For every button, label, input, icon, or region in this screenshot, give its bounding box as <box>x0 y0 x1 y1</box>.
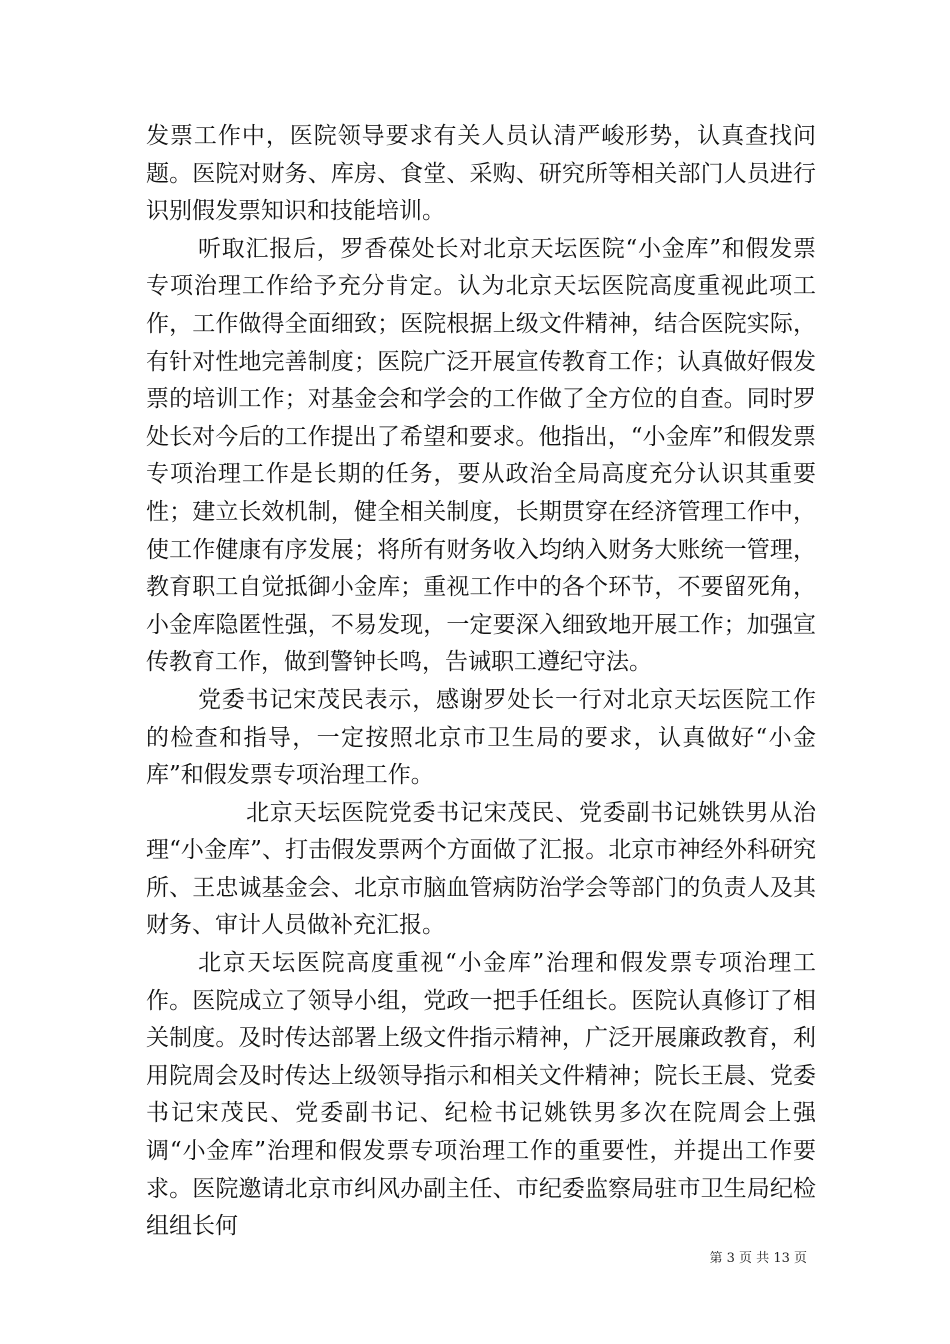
paragraph-2: 听取汇报后，罗香葆处长对北京天坛医院“小金库”和假发票专项治理工作给予充分肯定。认为北京天坛医院高度重视此项工作，工作做得全面细致；医院根据上级文件精神，结合医院实际，有针对性地完善制度；医院广泛开展宣传教育工作；认真做好假发票的培训工作；对基金会和学会的工作做了全方位的自查。同时罗处长对今后的工作提出了希望和要求。他指出，“小金库”和假发票专项治理工作是长期的任务，要从政治全局高度充分认识其重要性；建立长效机制，健全相关制度，长期贯穿在经济管理工作中，使工作健康有序发展；将所有财务收入均纳入财务大账统一管理，教育职工自觉抵御小金库；重视工作中的各个环节，不要留死角，小金库隐匿性强，不易发现，一定要深入细致地开展工作；加强宣传教育工作，做到警钟长鸣，告诫职工遵纪守法。 <box>146 235 816 676</box>
paragraph-5: 北京天坛医院高度重视“小金库”治理和假发票专项治理工作。医院成立了领导小组，党政一把手任组长。医院认真修订了相关制度。及时传达部署上级文件指示精神，广泛开展廉政教育，利用院周会及时传达上级领导指示和相关文件精神；院长王晨、党委书记宋茂民、党委副书记、纪检书记姚铁男多次在院周会上强调“小金库”治理和假发票专项治理工作的重要性，并提出工作要求。医院邀请北京市纠风办副主任、市纪委监察局驻市卫生局纪检组组长何 <box>146 950 816 1240</box>
paragraph-1: 发票工作中，医院领导要求有关人员认清严峻形势，认真查找问题。医院对财务、库房、食堂、采购、研究所等相关部门人员进行识别假发票知识和技能培训。 <box>146 123 816 225</box>
page-footer <box>0 1247 950 1268</box>
paragraph-3: 党委书记宋茂民表示，感谢罗处长一行对北京天坛医院工作的检查和指导，一定按照北京市卫生局的要求，认真做好“小金库”和假发票专项治理工作。 <box>146 686 816 789</box>
page-number: 第 3 页 共 13 页 <box>709 1251 807 1266</box>
paragraph-4: 北京天坛医院党委书记宋茂民、党委副书记姚铁男从治理“小金库”、打击假发票两个方面做了汇报。北京市神经外科研究所、王忠诚基金会、北京市脑血管病防治学会等部门的负责人及其财务、审计人员做补充汇报。 <box>146 799 816 939</box>
document-body <box>146 118 816 1246</box>
